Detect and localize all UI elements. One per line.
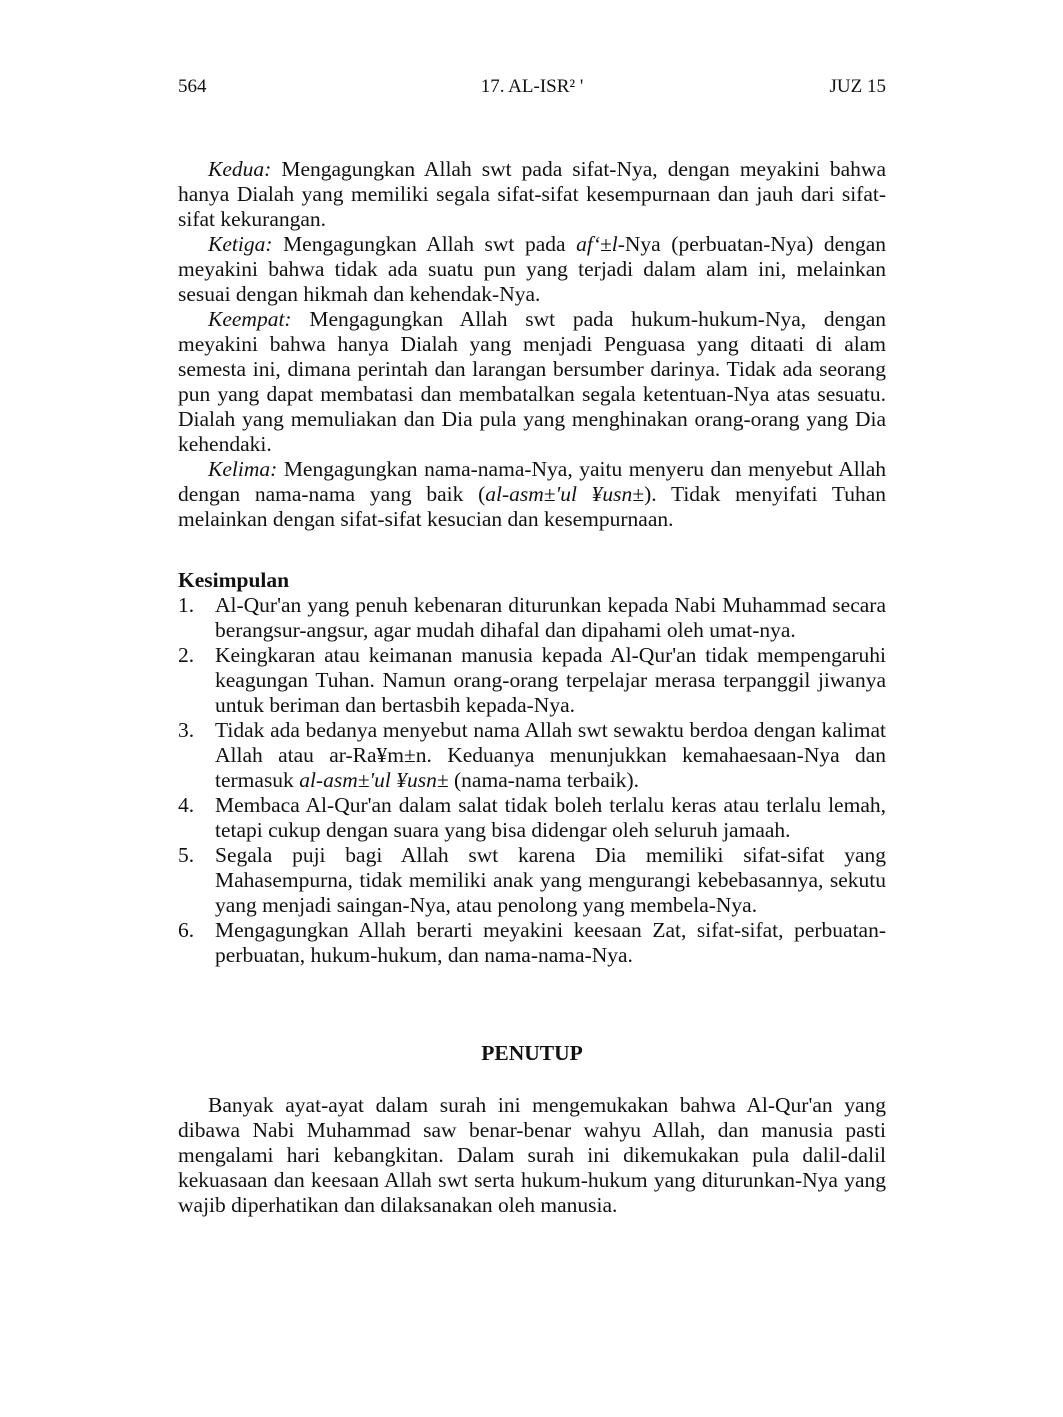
list-text: Mengagungkan Allah berarti meyakini keesaan Zat, sifat-sifat, perbuatan-perbuatan, hukum-hukum, dan nama-nama-Nya. [215,918,886,967]
list-text: Al-Qur'an yang penuh kebenaran diturunkan kepada Nabi Muhammad secara berangsur-angsur, agar mudah dihafal dan dipahami oleh umat-nya. [215,593,886,642]
list-number: 1. [178,593,195,617]
arabic-term: al-asm±'ul ¥usn± [485,482,645,506]
page-body [178,157,886,1218]
list-text: Keingkaran atau keimanan manusia kepada Al-Qur'an tidak mempengaruhi keagungan Tuhan. Namun orang-orang terpelajar merasa terpanggil jiwanya untuk beriman dan bertasbih kepada-Nya. [215,643,886,717]
juz-label: JUZ 15 [829,76,886,97]
conclusion-heading: Kesimpulan [178,568,290,592]
conclusion-list [178,593,886,968]
paragraph-text: Mengagungkan Allah swt pada hukum-hukum-Nya, dengan meyakini bahwa hanya Dialah yang menjadi Penguasa yang ditaati di alam semesta ini, dimana perintah dan larangan bersumber darinya. Tidak ada seorang pun yang dapat membatasi dan membatalkan segala ketentuan-Nya atas sesuatu. Dialah yang memuliakan dan Dia pula yang menghinakan orang-orang yang Dia kehendaki. [178,307,886,456]
paragraph-text: ). Tidak menyifati Tuhan melainkan dengan sifat-sifat kesucian dan kesempurnaan. [178,482,886,531]
closing-heading: PENUTUP [481,1041,583,1065]
list-item [178,793,886,843]
paragraph-lead: Kelima: [208,457,278,481]
list-number: 4. [178,793,195,817]
paragraph-lead: Kedua: [208,157,272,181]
list-item [178,718,886,793]
paragraph-text: Mengagungkan Allah swt pada [272,232,577,256]
paragraph-lead: Ketiga: [208,232,273,256]
list-text: (nama-nama terbaik). [448,768,640,792]
paragraph-lead: Keempat: [208,307,292,331]
paragraph-kelima [178,457,886,532]
list-text: Membaca Al-Qur'an dalam salat tidak boleh terlalu keras atau terlalu lemah, tetapi cukup dengan suara yang bisa didengar oleh seluruh jamaah. [215,793,886,842]
paragraph-text: -Nya (perbuatan-Nya) dengan meyakini bahwa tidak ada suatu pun yang terjadi dalam alam ini, melainkan sesuai dengan hikmah dan kehendak-Nya. [178,232,886,306]
list-text: Segala puji bagi Allah swt karena Dia memiliki sifat-sifat yang Mahasempurna, tidak memiliki anak yang mengurangi kebebasannya, sekutu yang menjadi saingan-Nya, atau penolong yang membela-Nya. [215,843,886,917]
list-item [178,593,886,643]
list-number: 3. [178,718,195,742]
paragraph-keempat [178,307,886,457]
page-header [178,76,886,102]
paragraph-text: Mengagungkan nama-nama-Nya, yaitu menyeru dan menyebut Allah dengan nama-nama yang baik ( [178,457,886,506]
list-item [178,918,886,968]
page-number: 564 [178,76,207,97]
list-item [178,843,886,918]
paragraph-kedua [178,157,886,232]
closing-paragraph: Banyak ayat-ayat dalam surah ini mengemukakan bahwa Al-Qur'an yang dibawa Nabi Muhammad saw benar-benar wahyu Allah, dan manusia pasti mengalami hari kebangkitan. Dalam surah ini dikemukakan pula dalil-dalil kekuasaan dan keesaan Allah swt serta hukum-hukum yang diturunkan-Nya yang wajib diperhatikan dan dilaksanakan oleh manusia. [178,1093,886,1217]
list-number: 2. [178,643,195,667]
paragraph-ketiga [178,232,886,307]
list-number: 5. [178,843,195,867]
list-text: Tidak ada bedanya menyebut nama Allah swt sewaktu berdoa dengan kalimat Allah atau ar-Ra¥m±n. Keduanya menunjukkan kemahaesaan-Nya dan termasuk [215,718,886,792]
list-number: 6. [178,918,195,942]
surah-title: 17. AL-ISR² ' [480,76,584,97]
arabic-term: af‘±l [576,232,618,256]
paragraph-text: Mengagungkan Allah swt pada sifat-Nya, dengan meyakini bahwa hanya Dialah yang memiliki segala sifat-sifat kesempurnaan dan jauh dari sifat-sifat kekurangan. [178,157,886,231]
arabic-term: al-asm±'ul ¥usn± [299,768,449,792]
list-item [178,643,886,718]
